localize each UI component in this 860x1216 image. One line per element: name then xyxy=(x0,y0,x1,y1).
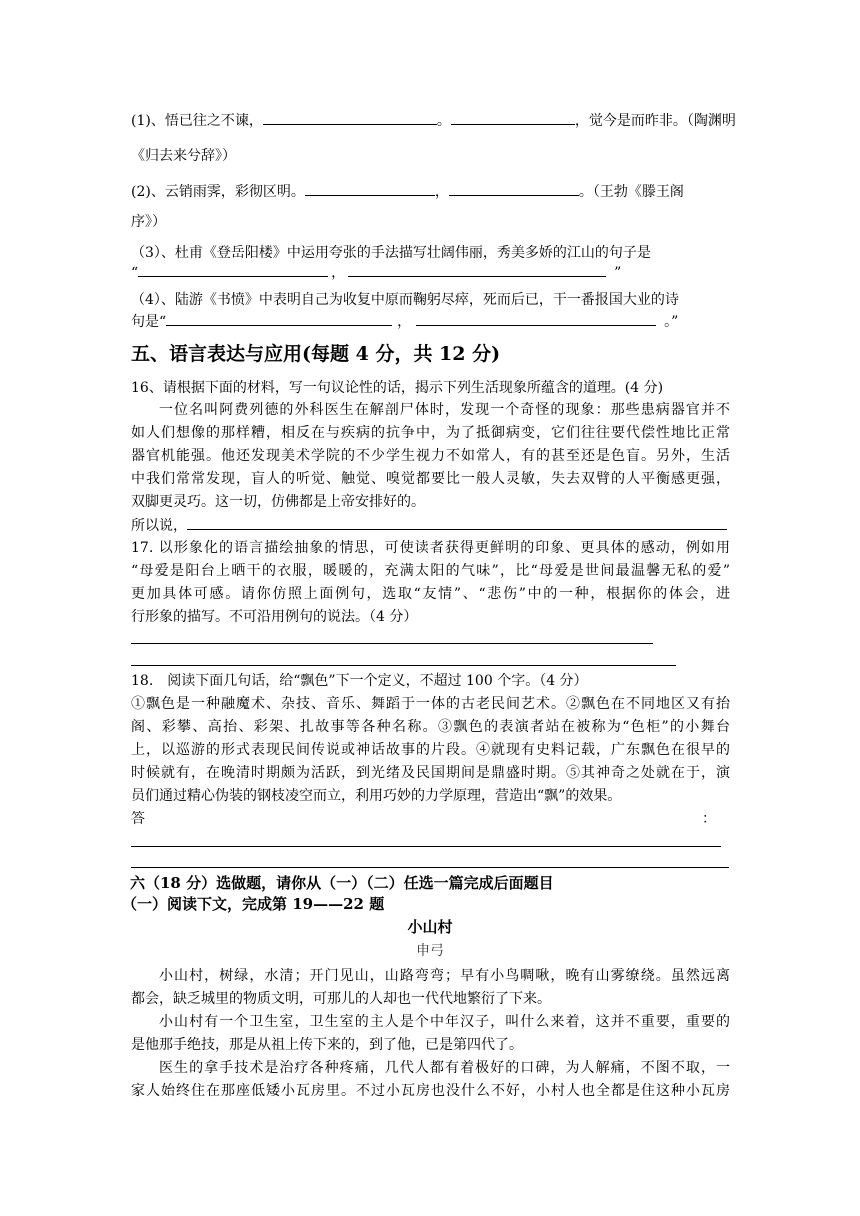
q18-line: 时候就有，在晚清时期颇为活跃，到光绪及民国期间是鼎盛时期。⑤其神奇之处就在于，演 xyxy=(131,765,730,781)
q3-answer-line xyxy=(131,262,730,283)
q18-answer-rule-1[interactable] xyxy=(131,846,721,847)
q17-line: 行形象的描写。不可沿用例句的说法。（4 分） xyxy=(131,609,418,625)
q16-para-line: 双脚更灵巧。这一切，仿佛都是上帝安排好的。 xyxy=(131,494,425,510)
q16-para-line: 器官机能强。他还发现美术学院的不少学生视力不如常人，有的甚至还是色盲。另外，生活 xyxy=(131,448,730,464)
article-para-line: 都会，缺乏城里的物质文明，可那儿的人却也一代代地繁衍了下来。 xyxy=(131,991,551,1007)
q3-open-quote: “ xyxy=(131,265,139,281)
article-para-line: 小山村，树绿，水清；开门见山，山路弯弯；早有小鸟啁啾，晚有山雾缭绕。虽然远离 xyxy=(159,968,730,984)
article-para-line: 小山村有一个卫生室，卫生室的主人是个中年汉子，叫什么来着，这并不重要，重要的 xyxy=(159,1014,730,1030)
q17-line: 更加具体可感。请你仿照上面例句，选取“友情”、“悲伤”中的一种，根据你的体会，进 xyxy=(131,586,730,602)
q3-line: （3）、杜甫《登岳阳楼》中运用夸张的手法描写壮阔伟丽，秀美多娇的江山的句子是 xyxy=(131,245,651,261)
q18-answer-label: 答 xyxy=(131,811,145,827)
section5-heading: 五、语言表达与应用(每题 4 分，共 12 分) xyxy=(131,343,501,365)
q16-para-line: 如人们想像的那样糟，相反在与疾病的抗争中，为了抵御病变，它们往往要代偿性地比正常 xyxy=(131,425,730,441)
q3-blank-1[interactable] xyxy=(138,262,328,277)
q4-line: （4）、陆游《书愤》中表明自己为收复中原而鞠躬尽瘁，死而后已，干一番报国大业的诗 xyxy=(131,292,679,308)
q1-line xyxy=(131,110,736,131)
q17-answer-rule-1[interactable] xyxy=(131,643,653,644)
q4-close: 。” xyxy=(664,314,679,330)
q1-blank-2[interactable] xyxy=(451,110,575,125)
q16-title: 16、请根据下面的材料，写一句议论性的话，揭示下列生活现象所蕴含的道理。(4 分) xyxy=(131,380,664,396)
q18-line: 员们通过精心伪装的钢枝凌空而立，利用巧妙的力学原理，营造出“飘”的效果。 xyxy=(131,788,622,804)
section6-subheading: （一）阅读下文，完成第 19——22 题 xyxy=(122,895,385,913)
q17-line: 17. 以形象化的语言描绘抽象的情思，可使读者获得更鲜明的印象、更具体的感动，例如用 xyxy=(131,540,730,556)
q16-answer-blank[interactable] xyxy=(187,515,727,530)
q2-source: 。（王勃《滕王阁 xyxy=(578,184,684,200)
q1-text: (1)、悟已往之不谏， xyxy=(131,113,263,129)
section6-heading: 六（18 分）选做题，请你从（一）（二）任选一篇完成后面题目 xyxy=(130,874,554,892)
q18-line: 上，以巡游的形式表现民间传说或神话故事的片段。④就现有史料记载，广东飘色在很早的 xyxy=(131,742,730,758)
q1-blank-1[interactable] xyxy=(263,110,437,125)
q4-answer-line xyxy=(131,311,730,332)
article-para-line: 是他那手绝技，那是从祖上传下来的，到了他，已是第四代了。 xyxy=(131,1037,523,1053)
q18-title: 18. 阅读下面几句话，给“飘色”下一个定义，不超过 100 个字。（4 分） xyxy=(131,673,588,689)
article-para-line: 家人始终住在那座低矮小瓦房里。不过小瓦房也没什么不好，小村人也全都是住这种小瓦房 xyxy=(131,1083,730,1099)
q16-para-line: 中我们常常发现，盲人的听觉、触觉、嗅觉都要比一般人灵敏，失去双臂的人平衡感更强， xyxy=(131,471,730,487)
q17-answer-rule-2[interactable] xyxy=(131,665,676,666)
q1-source-line: 《归去来兮辞》） xyxy=(131,148,236,164)
q3-comma: ， xyxy=(331,265,346,281)
q4-comma: ， xyxy=(397,314,412,330)
q18-line: 阁、彩攀、高抬、彩架、扎故事等各种名称。③飘色的表演者站在被称为“色柜”的小舞台 xyxy=(131,719,730,735)
q4-prefix: 句是“ xyxy=(131,314,167,330)
q16-para-line: 一位名叫阿费列德的外科医生在解剖尸体时，发现一个奇怪的现象：那些患病器官并不 xyxy=(159,402,730,418)
q16-answer-label: 所以说， xyxy=(131,518,187,534)
q2-text: (2)、云销雨霁，彩彻区明。 xyxy=(131,184,305,200)
q17-line: “母爱是阳台上晒干的衣服，暖暖的，充满太阳的气味”，比“母爱是世间最温馨无私的爱” xyxy=(131,563,730,579)
q3-close-quote: ” xyxy=(614,265,622,281)
q3-blank-2[interactable] xyxy=(348,262,606,277)
article-para-line: 医生的拿手技术是治疗各种疼痛，几代人都有着极好的口碑，为人解痛，不图不取，一 xyxy=(159,1060,730,1076)
q16-answer-line xyxy=(131,515,730,536)
q18-line: ①飘色是一种融魔术、杂技、音乐、舞蹈于一体的古老民间艺术。②飘色在不同地区又有抬 xyxy=(131,696,730,712)
q1-source: ，觉今是而昨非。（陶渊明 xyxy=(574,113,736,129)
q4-blank-1[interactable] xyxy=(166,311,392,326)
q2-blank-1[interactable] xyxy=(305,181,435,196)
q2-line xyxy=(131,181,730,202)
q18-answer-colon: ： xyxy=(702,811,716,827)
q18-answer-line xyxy=(131,809,730,829)
q2-source-line: 序》） xyxy=(131,214,166,230)
article-author: 申弓 xyxy=(416,943,444,959)
article-title: 小山村 xyxy=(407,918,453,936)
q2-punct: ， xyxy=(434,184,449,200)
q2-blank-2[interactable] xyxy=(449,181,579,196)
q4-blank-2[interactable] xyxy=(416,311,656,326)
q1-punct: 。 xyxy=(436,113,451,129)
q18-answer-rule-2[interactable] xyxy=(131,867,729,868)
